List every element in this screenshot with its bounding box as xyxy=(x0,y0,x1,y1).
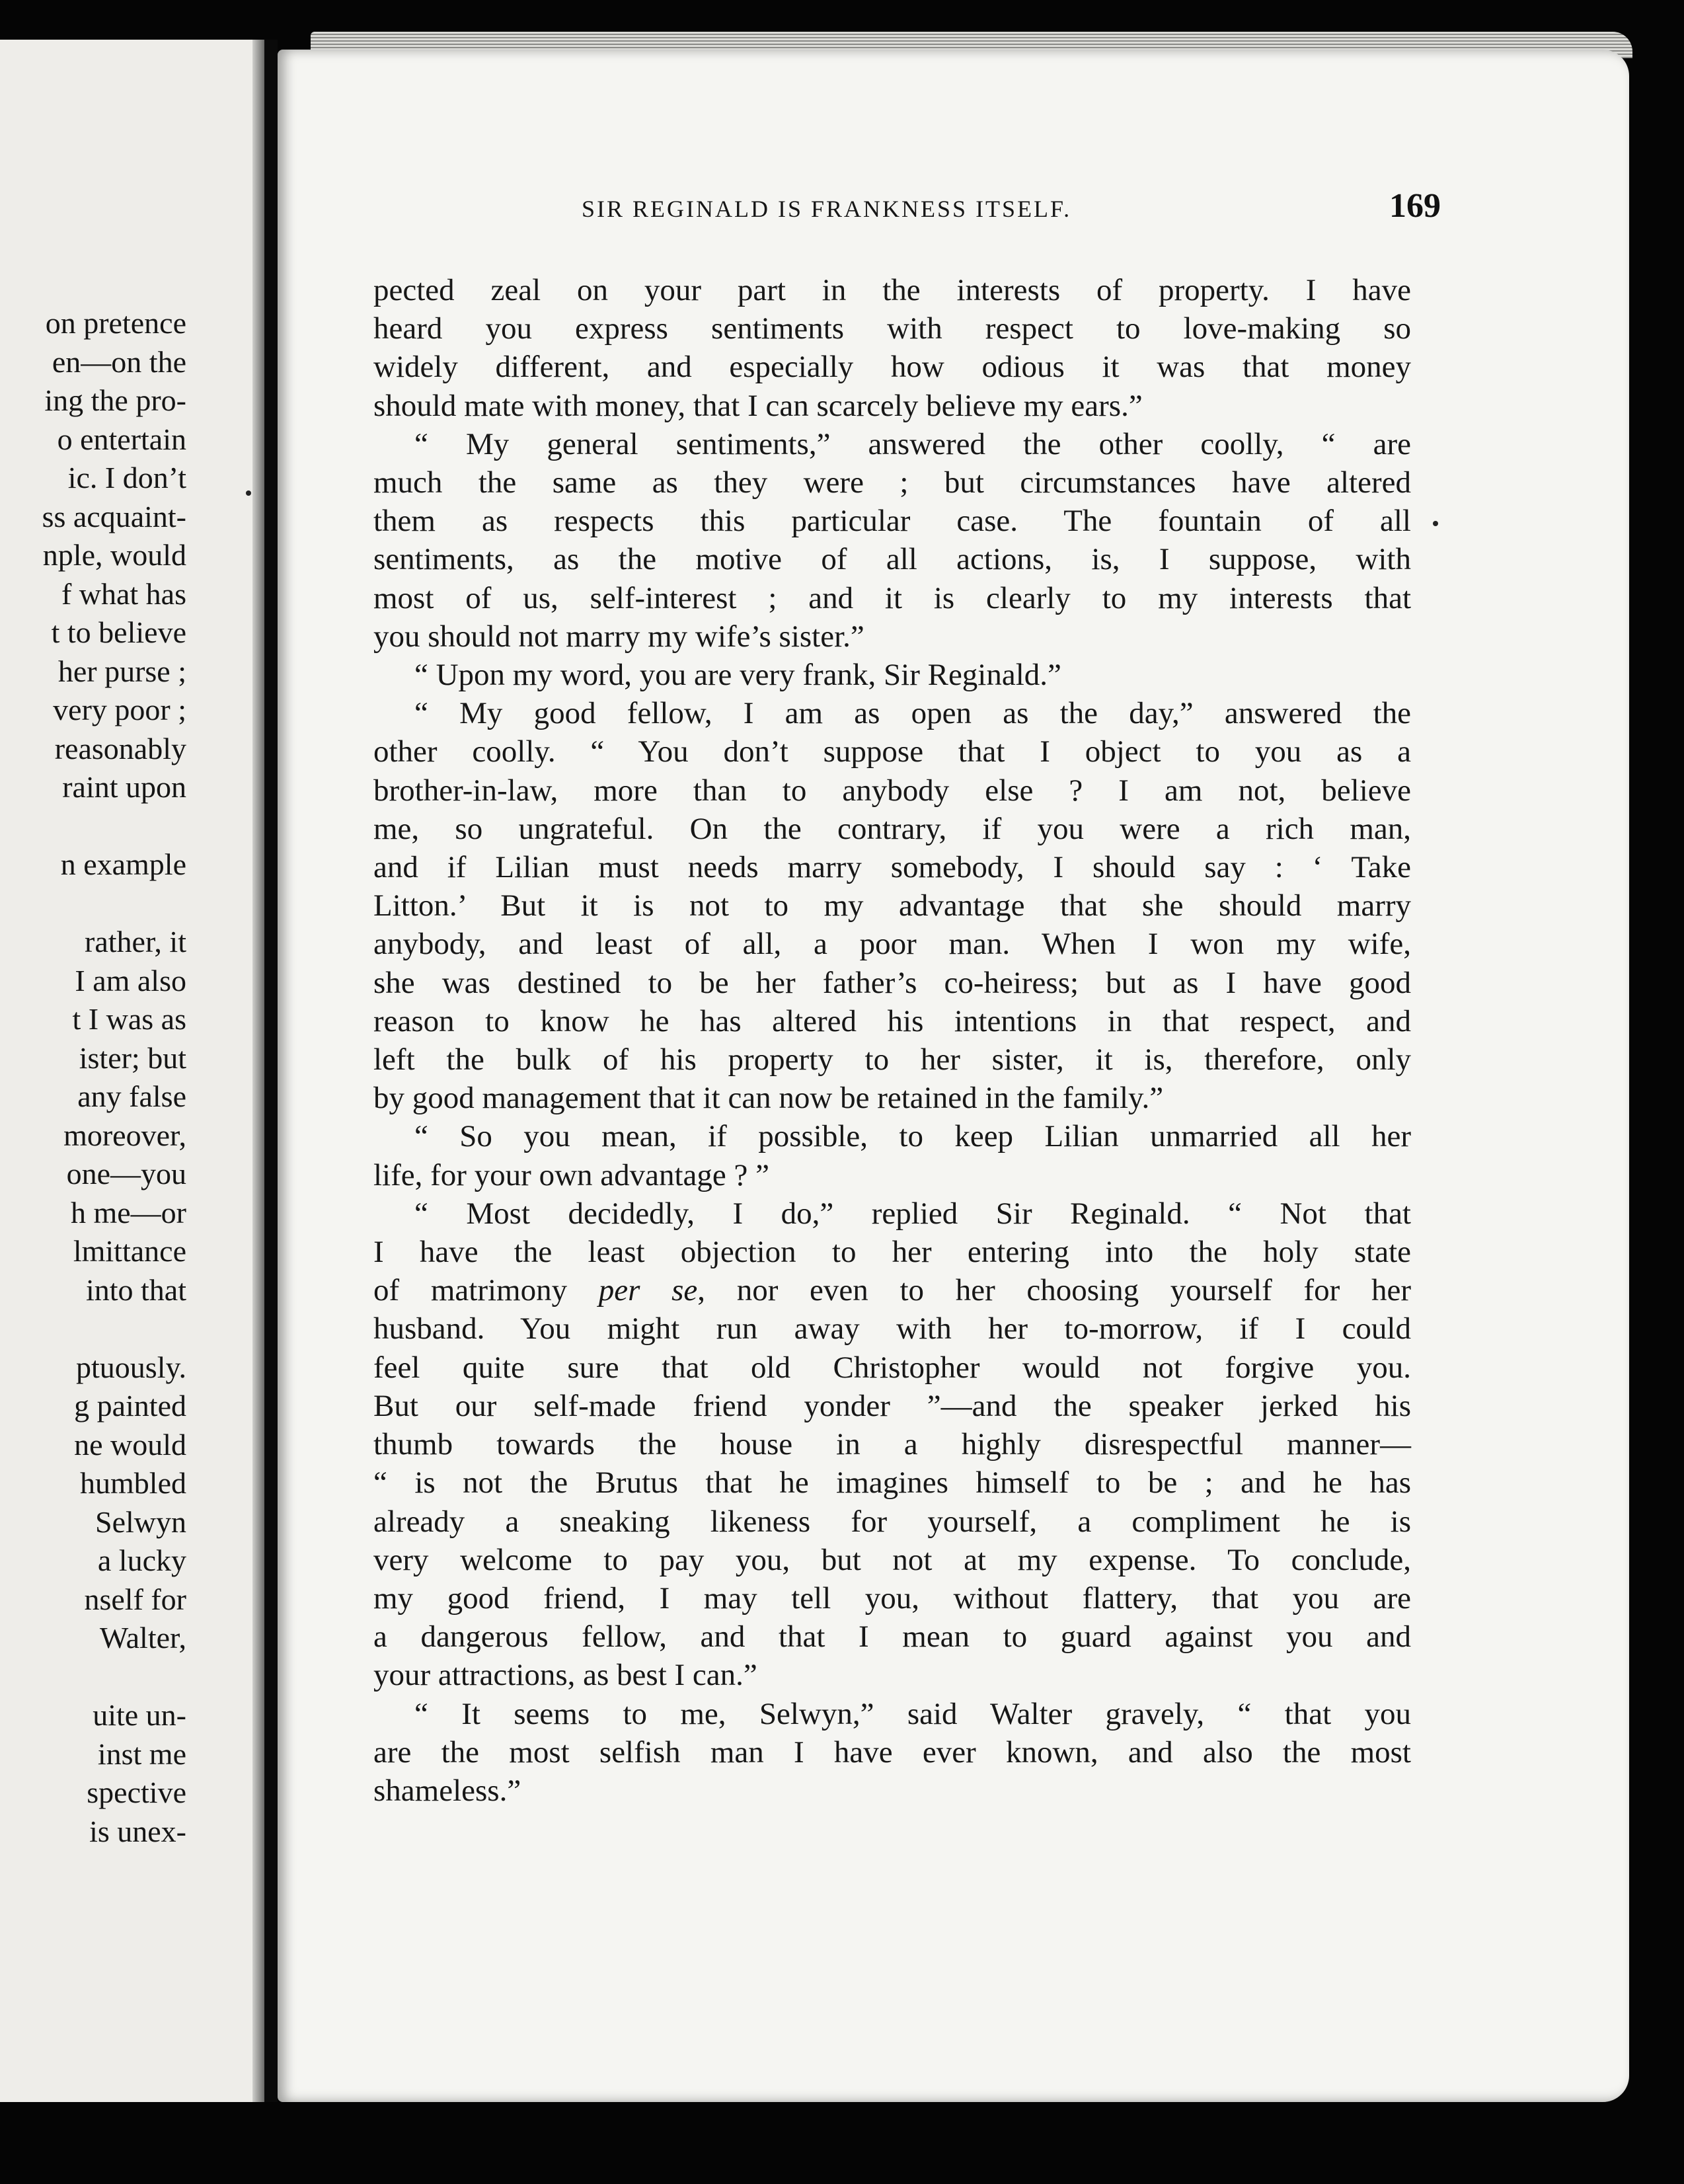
text-line: are the most selfish man I have ever known, and also the most xyxy=(373,1735,1411,1770)
text-line: a dangerous fellow, and that I mean to guard against you and xyxy=(373,1619,1411,1655)
left-page-line: her purse ; xyxy=(57,654,186,688)
text-line: she was destined to be her father’s co-heiress; but as I have good xyxy=(373,965,1411,1000)
text-line: “ It seems to me, Selwyn,” said Walter gravely, “ that you xyxy=(414,1696,1411,1731)
left-page-line: nple, would xyxy=(42,538,186,572)
running-head: SIR REGINALD IS FRANKNESS ITSELF. xyxy=(582,196,1072,222)
text-line: “ is not the Brutus that he imagines himself to be ; and he has xyxy=(373,1465,1411,1501)
left-page-line: into that xyxy=(85,1272,186,1307)
text-line: “ Most decidedly, I do,” replied Sir Reginald. “ Not that xyxy=(414,1196,1411,1231)
left-page-line: nself for xyxy=(84,1582,186,1616)
left-page-line: spective xyxy=(87,1775,186,1809)
ink-speck xyxy=(1433,521,1438,526)
left-page-line: on pretence xyxy=(45,306,186,340)
text-line: husband. You might run away with her to-morrow, if I could xyxy=(373,1311,1411,1346)
left-page-line: t to believe xyxy=(51,615,186,649)
text-line: most of us, self-interest ; and it is clearly to my interests that xyxy=(373,580,1411,615)
text-line: widely different, and especially how odious it was that money xyxy=(373,350,1411,385)
left-page-text xyxy=(0,304,186,1851)
left-page-line: rather, it xyxy=(85,925,186,958)
left-page-line: ic. I don’t xyxy=(67,461,186,494)
text-line: me, so ungrateful. On the contrary, if you were a rich man, xyxy=(373,811,1411,846)
left-page-line: g painted xyxy=(74,1389,186,1423)
text-line: my good friend, I may tell you, without flattery, that you are xyxy=(373,1580,1411,1616)
page-number: 169 xyxy=(1389,187,1441,225)
left-page-line: one—you xyxy=(66,1157,186,1190)
left-page-line xyxy=(0,1309,186,1348)
text-line: should mate with money, that I can scarcely believe my ears.” xyxy=(373,388,1143,423)
text-line: very welcome to pay you, but not at my expense. To conclude, xyxy=(373,1542,1411,1577)
left-page-gutter xyxy=(252,40,264,2102)
left-page-line: any false xyxy=(77,1079,186,1113)
text-line: But our self-made friend yonder ”—and the speaker jerked his xyxy=(373,1388,1411,1423)
left-page xyxy=(0,40,264,2102)
left-page-line: t I was as xyxy=(72,1002,186,1036)
left-page-line: o entertain xyxy=(57,422,186,456)
left-page-line: uite un- xyxy=(93,1698,186,1732)
left-page-line: humbled xyxy=(80,1466,186,1500)
text-line: “ So you mean, if possible, to keep Lilian unmarried all her xyxy=(414,1119,1411,1154)
text-line: Litton.’ But it is not to my advantage that she should marry xyxy=(373,888,1411,923)
text-line: your attractions, as best I can.” xyxy=(373,1658,757,1693)
left-page-line xyxy=(0,1658,186,1697)
left-page-line xyxy=(0,884,186,923)
left-page-line: reasonably xyxy=(54,731,186,765)
text-line: anybody, and least of all, a poor man. When I won my wife, xyxy=(373,927,1411,962)
text-line: feel quite sure that old Christopher would not forgive you. xyxy=(373,1350,1411,1385)
left-page-line: ptuously. xyxy=(76,1350,186,1384)
text-line: them as respects this particular case. The fountain of all xyxy=(373,504,1411,539)
left-page-line: ister; but xyxy=(79,1040,186,1075)
italic-phrase: per se xyxy=(598,1273,698,1308)
text-line: “ Upon my word, you are very frank, Sir Reginald.” xyxy=(414,658,1061,693)
text-line: pected zeal on your part in the interests of property. I have xyxy=(373,273,1411,307)
text-line: I have the least objection to her entering into the holy state xyxy=(373,1235,1411,1270)
text-line: of matrimony per se, nor even to her choosing yourself for her xyxy=(373,1273,1411,1308)
left-page-line: inst me xyxy=(97,1736,186,1771)
left-page-line: f what has xyxy=(61,576,186,611)
text-line: “ My general sentiments,” answered the other coolly, “ are xyxy=(414,426,1411,461)
text-line: thumb towards the house in a highly disrespectful manner— xyxy=(373,1427,1411,1462)
text-line: and if Lilian must needs marry somebody, I should say : ‘ Take xyxy=(373,850,1411,885)
text-line: by good management that it can now be retained in the family.” xyxy=(373,1081,1164,1116)
left-page-line: Walter, xyxy=(99,1621,186,1655)
right-page xyxy=(278,50,1629,2102)
ink-speck xyxy=(246,490,251,496)
text-line: heard you express sentiments with respect to love-making so xyxy=(373,311,1411,346)
text-line: shameless.” xyxy=(373,1773,521,1808)
left-page-line: is unex- xyxy=(89,1814,186,1848)
body-text xyxy=(373,271,1411,1810)
text-line: “ My good fellow, I am as open as the day,” answered the xyxy=(414,696,1411,731)
left-page-line: lmittance xyxy=(73,1234,186,1268)
left-page-line: Selwyn xyxy=(95,1504,186,1539)
left-page-line: ne would xyxy=(74,1427,186,1462)
text-line: brother-in-law, more than to anybody else ? I am not, believe xyxy=(373,773,1411,808)
left-page-line: h me—or xyxy=(70,1195,186,1229)
text-line: sentiments, as the motive of all actions, is, I suppose, with xyxy=(373,542,1411,577)
text-line: other coolly. “ You don’t suppose that I object to you as a xyxy=(373,734,1411,769)
book-spine xyxy=(264,40,278,2102)
text-line: reason to know he has altered his intentions in that respect, and xyxy=(373,1003,1411,1038)
text-line: you should not marry my wife’s sister.” xyxy=(373,619,864,654)
text-line: life, for your own advantage ? ” xyxy=(373,1157,769,1192)
left-page-line: moreover, xyxy=(63,1118,186,1152)
left-page-line: I am also xyxy=(75,963,186,997)
text-line: left the bulk of his property to her sister, it is, therefore, only xyxy=(373,1042,1411,1077)
left-page-line: n example xyxy=(60,847,186,881)
left-page-line: a lucky xyxy=(97,1543,186,1577)
left-page-line: ing the pro- xyxy=(44,383,186,417)
left-page-line xyxy=(0,807,186,846)
text-line: much the same as they were ; but circumstances have altered xyxy=(373,465,1411,500)
left-page-line: raint upon xyxy=(62,770,186,804)
left-page-line: en—on the xyxy=(52,344,186,379)
left-page-line: very poor ; xyxy=(53,693,186,726)
left-page-line: ss acquaint- xyxy=(42,499,186,533)
text-line: already a sneaking likeness for yourself, a compliment he is xyxy=(373,1504,1411,1539)
